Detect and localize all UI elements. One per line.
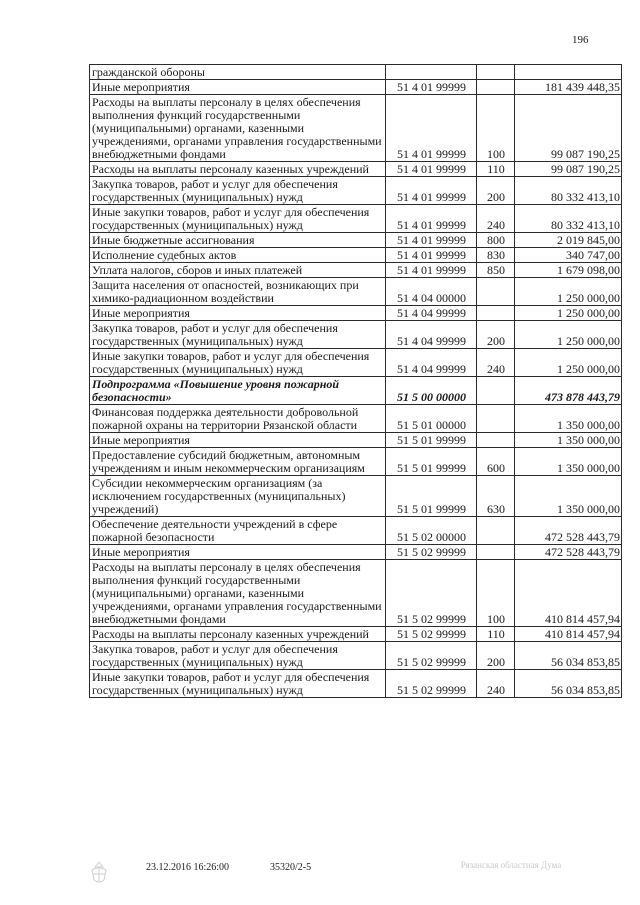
row-name-cell: Уплата налогов, сборов и иных платежей [90,263,386,278]
row-name-cell: Иные закупки товаров, работ и услуг для обеспечения государственных (муниципальных) нужд [90,349,386,377]
table-row [90,321,622,349]
row-expense-type-cell [477,405,515,433]
row-amount-cell: 410 814 457,94 [515,627,622,642]
table-row [90,233,622,248]
row-expense-type-cell: 630 [477,476,515,517]
row-expense-type-cell: 800 [477,233,515,248]
row-name-cell: Исполнение судебных актов [90,248,386,263]
row-amount-cell: 472 528 443,79 [515,545,622,560]
row-expense-type-cell: 200 [477,642,515,670]
table-row [90,80,622,95]
row-amount-cell: 1 350 000,00 [515,405,622,433]
row-name-cell: Закупка товаров, работ и услуг для обеспечения государственных (муниципальных) нужд [90,177,386,205]
row-code-cell: 51 5 01 99999 [386,448,477,476]
row-code-cell [386,65,477,80]
row-expense-type-cell [477,433,515,448]
row-amount-cell: 410 814 457,94 [515,560,622,627]
row-expense-type-cell [477,306,515,321]
row-expense-type-cell: 600 [477,448,515,476]
row-name-cell: Обеспечение деятельности учреждений в сфере пожарной безопасности [90,517,386,545]
row-amount-cell: 80 332 413,10 [515,177,622,205]
row-code-cell: 51 4 01 99999 [386,177,477,205]
row-code-cell: 51 5 02 00000 [386,517,477,545]
row-expense-type-cell [477,80,515,95]
row-code-cell: 51 4 04 99999 [386,306,477,321]
row-name-cell: Закупка товаров, работ и услуг для обеспечения государственных (муниципальных) нужд [90,321,386,349]
row-amount-cell: 99 087 190,25 [515,95,622,162]
table-row [90,476,622,517]
row-amount-cell: 473 878 443,79 [515,377,622,405]
row-name-cell: Иные мероприятия [90,80,386,95]
row-expense-type-cell [477,278,515,306]
table-row [90,517,622,545]
row-code-cell: 51 4 04 99999 [386,321,477,349]
row-expense-type-cell: 200 [477,321,515,349]
row-name-cell: Иные мероприятия [90,433,386,448]
row-amount-cell [515,65,622,80]
row-code-cell: 51 5 02 99999 [386,642,477,670]
row-amount-cell: 1 350 000,00 [515,476,622,517]
table-row [90,642,622,670]
row-code-cell: 51 5 00 00000 [386,377,477,405]
row-expense-type-cell: 830 [477,248,515,263]
row-amount-cell: 1 250 000,00 [515,321,622,349]
table-row [90,627,622,642]
emblem-icon [86,860,112,886]
row-expense-type-cell: 240 [477,205,515,233]
row-expense-type-cell: 100 [477,560,515,627]
row-name-cell: Расходы на выплаты персоналу казенных учреждений [90,162,386,177]
table-row [90,263,622,278]
row-code-cell: 51 5 01 00000 [386,405,477,433]
table-row [90,177,622,205]
row-code-cell: 51 4 04 00000 [386,278,477,306]
row-code-cell: 51 4 01 99999 [386,263,477,278]
row-amount-cell: 1 250 000,00 [515,278,622,306]
row-code-cell: 51 5 02 99999 [386,627,477,642]
row-expense-type-cell: 850 [477,263,515,278]
row-amount-cell: 1 350 000,00 [515,448,622,476]
row-name-cell: Иные закупки товаров, работ и услуг для обеспечения государственных (муниципальных) нужд [90,670,386,698]
budget-table [89,64,622,698]
table-row [90,670,622,698]
row-amount-cell: 472 528 443,79 [515,517,622,545]
page-number: 196 [572,34,589,46]
footer-date: 23.12.2016 16:26:00 [146,862,230,873]
row-name-cell: Иные мероприятия [90,545,386,560]
row-amount-cell: 1 250 000,00 [515,306,622,321]
row-name-cell: Закупка товаров, работ и услуг для обеспечения государственных (муниципальных) нужд [90,642,386,670]
footer-stamp: Рязанская областная Дума [460,860,562,870]
row-name-cell: Расходы на выплаты персоналу в целях обеспечения выполнения функций государственными (муниципальными) органами, казенными учреждениями, органами управления государственными внебюджетными фондами [90,95,386,162]
row-expense-type-cell [477,65,515,80]
row-code-cell: 51 5 02 99999 [386,545,477,560]
row-expense-type-cell [477,545,515,560]
row-code-cell: 51 4 01 99999 [386,95,477,162]
table-row [90,278,622,306]
table-row [90,162,622,177]
row-amount-cell: 1 250 000,00 [515,349,622,377]
row-name-cell: Финансовая поддержка деятельности добровольной пожарной охраны на территории Рязанской области [90,405,386,433]
table-row [90,349,622,377]
row-amount-cell: 99 087 190,25 [515,162,622,177]
table-row [90,65,622,80]
page-footer [0,860,640,900]
table-row [90,248,622,263]
row-code-cell: 51 5 01 99999 [386,476,477,517]
row-code-cell: 51 4 01 99999 [386,162,477,177]
row-expense-type-cell: 100 [477,95,515,162]
table-row [90,405,622,433]
row-expense-type-cell: 240 [477,349,515,377]
row-code-cell: 51 4 01 99999 [386,80,477,95]
footer-doc-number: 35320/2-5 [270,862,312,873]
table-row [90,95,622,162]
row-name-cell: Иные бюджетные ассигнования [90,233,386,248]
row-expense-type-cell [477,377,515,405]
row-code-cell: 51 5 02 99999 [386,560,477,627]
row-expense-type-cell: 110 [477,162,515,177]
row-amount-cell: 1 679 098,00 [515,263,622,278]
row-code-cell: 51 4 01 99999 [386,248,477,263]
row-code-cell: 51 4 01 99999 [386,205,477,233]
row-amount-cell: 340 747,00 [515,248,622,263]
row-name-cell: гражданской обороны [90,65,386,80]
table-row [90,377,622,405]
row-amount-cell: 2 019 845,00 [515,233,622,248]
table-row [90,433,622,448]
row-amount-cell: 80 332 413,10 [515,205,622,233]
row-name-cell: Предоставление субсидий бюджетным, автономным учреждениям и иным некоммерческим организациям [90,448,386,476]
row-name-cell: Иные закупки товаров, работ и услуг для обеспечения государственных (муниципальных) нужд [90,205,386,233]
row-code-cell: 51 4 01 99999 [386,233,477,248]
row-amount-cell: 56 034 853,85 [515,642,622,670]
row-amount-cell: 56 034 853,85 [515,670,622,698]
budget-table-body [90,65,622,698]
row-name-cell: Подпрограмма «Повышение уровня пожарной безопасности» [90,377,386,405]
table-row [90,205,622,233]
table-row [90,448,622,476]
row-expense-type-cell: 200 [477,177,515,205]
row-name-cell: Иные мероприятия [90,306,386,321]
row-expense-type-cell [477,517,515,545]
row-amount-cell: 1 350 000,00 [515,433,622,448]
row-name-cell: Субсидии некоммерческим организациям (за исключением государственных (муниципальных) учреждений) [90,476,386,517]
table-row [90,306,622,321]
row-code-cell: 51 5 02 99999 [386,670,477,698]
row-name-cell: Расходы на выплаты персоналу казенных учреждений [90,627,386,642]
table-row [90,545,622,560]
row-expense-type-cell: 110 [477,627,515,642]
row-amount-cell: 181 439 448,35 [515,80,622,95]
row-expense-type-cell: 240 [477,670,515,698]
row-code-cell: 51 5 01 99999 [386,433,477,448]
row-name-cell: Расходы на выплаты персоналу в целях обеспечения выполнения функций государственными (муниципальными) органами, казенными учреждениями, органами управления государственными внебюджетными фондами [90,560,386,627]
row-code-cell: 51 4 04 99999 [386,349,477,377]
table-row [90,560,622,627]
row-name-cell: Защита населения от опасностей, возникающих при химико-радиационном воздействии [90,278,386,306]
